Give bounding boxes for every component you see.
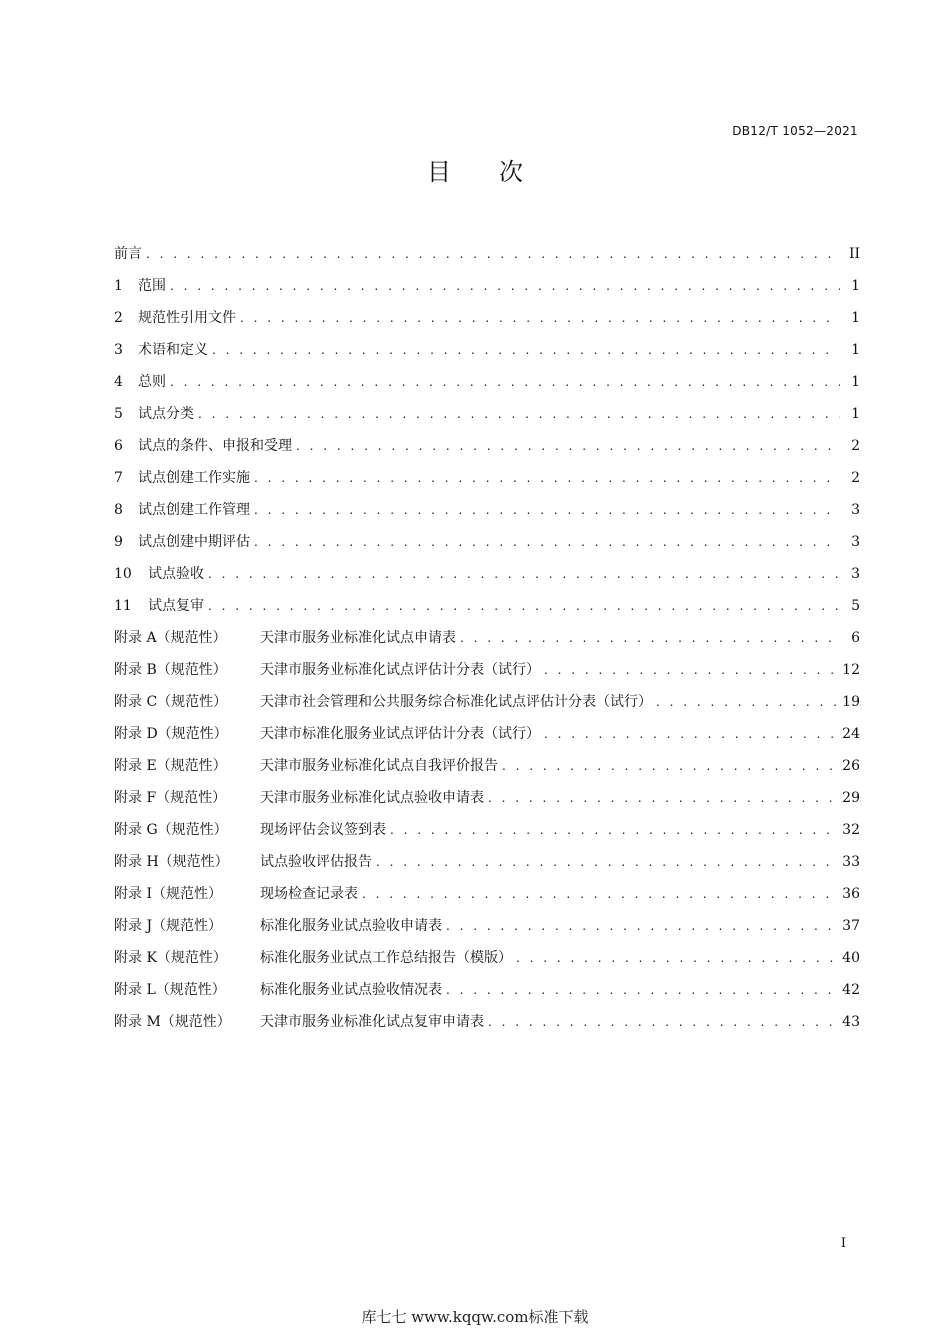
toc-entry-page: 33 <box>842 854 860 870</box>
toc-annex-id: 附录 G（规范性） <box>114 822 228 838</box>
toc-annex-l[interactable] <box>114 974 860 1006</box>
toc-entry-page: 19 <box>842 694 860 710</box>
toc-annex-f[interactable] <box>114 782 860 814</box>
toc-entry-page: 37 <box>842 918 860 934</box>
toc-annex-id: 附录 H（规范性） <box>114 854 229 870</box>
toc-entry-page: 12 <box>842 662 860 678</box>
toc-entry-page: 24 <box>842 726 860 742</box>
toc-leader-dots <box>240 302 840 334</box>
toc-annex-id: 附录 M（规范性） <box>114 1014 231 1030</box>
toc-entry-foreword[interactable] <box>114 238 860 270</box>
toc-entry-page: 26 <box>842 758 860 774</box>
toc-leader-dots <box>208 590 840 622</box>
toc-entry-5[interactable] <box>114 398 860 430</box>
toc-entry-page: 6 <box>851 630 860 646</box>
toc-annex-id: 附录 C（规范性） <box>114 694 228 710</box>
toc-entry-label: 试点创建中期评估 <box>138 534 250 550</box>
toc-entry-page: 2 <box>851 470 860 486</box>
toc-leader-dots <box>146 238 840 270</box>
toc-annex-id: 附录 I（规范性） <box>114 886 222 902</box>
toc-entry-11[interactable] <box>114 590 860 622</box>
page-title-char-1: 目 <box>427 158 451 186</box>
toc-leader-dots <box>502 750 836 782</box>
toc-annex-id: 附录 J（规范性） <box>114 918 223 934</box>
page-number: I <box>840 1236 846 1251</box>
toc-entry-7[interactable] <box>114 462 860 494</box>
toc-entry-label: 标准化服务业试点验收情况表 <box>260 982 442 998</box>
toc-leader-dots <box>446 974 836 1006</box>
toc-leader-dots <box>362 878 836 910</box>
toc-entry-label: 天津市服务业标准化试点评估计分表（试行） <box>260 662 540 678</box>
toc-annex-id: 附录 A（规范性） <box>114 630 227 646</box>
toc-leader-dots <box>376 846 836 878</box>
toc-annex-id: 附录 K（规范性） <box>114 950 227 966</box>
toc-entry-page: 1 <box>851 374 860 390</box>
toc-entry-label: 试点验收 <box>148 566 204 582</box>
toc-entry-number: 5 <box>114 406 123 422</box>
toc-entry-page: 36 <box>842 886 860 902</box>
toc-annex-c[interactable] <box>114 686 860 718</box>
toc-entry-page: 3 <box>851 502 860 518</box>
toc-entry-page: 1 <box>851 278 860 294</box>
toc-annex-id: 附录 D（规范性） <box>114 726 228 742</box>
toc-entry-number: 8 <box>114 502 123 518</box>
toc-entry-label: 试点的条件、申报和受理 <box>138 438 292 454</box>
toc-entry-label: 现场评估会议签到表 <box>260 822 386 838</box>
toc-entry-number: 3 <box>114 342 123 358</box>
toc-entry-label: 规范性引用文件 <box>138 310 236 326</box>
toc-entry-1[interactable] <box>114 270 860 302</box>
toc-entry-page: 5 <box>851 598 860 614</box>
toc-leader-dots <box>208 558 840 590</box>
toc-entry-page: II <box>848 246 860 262</box>
toc-annex-i[interactable] <box>114 878 860 910</box>
toc-entry-6[interactable] <box>114 430 860 462</box>
toc-entry-label: 总则 <box>138 374 166 390</box>
toc-entry-label: 试点创建工作管理 <box>138 502 250 518</box>
toc-annex-g[interactable] <box>114 814 860 846</box>
toc-entry-page: 3 <box>851 534 860 550</box>
toc-leader-dots <box>254 494 840 526</box>
toc-leader-dots <box>446 910 836 942</box>
toc-leader-dots <box>460 622 840 654</box>
toc-entry-label: 试点验收评估报告 <box>260 854 372 870</box>
toc-entry-label: 标准化服务业试点验收申请表 <box>260 918 442 934</box>
toc-leader-dots <box>516 942 836 974</box>
toc-entry-number: 4 <box>114 374 123 390</box>
toc-entry-page: 42 <box>842 982 860 998</box>
toc-leader-dots <box>212 334 840 366</box>
toc-entry-number: 10 <box>114 566 132 582</box>
toc-entry-10[interactable] <box>114 558 860 590</box>
page-title <box>0 152 950 187</box>
toc-entry-page: 32 <box>842 822 860 838</box>
watermark-text: 库七七 www.kqqw.com标准下载 <box>361 1308 589 1326</box>
toc-entry-number: 7 <box>114 470 123 486</box>
toc-entry-3[interactable] <box>114 334 860 366</box>
toc-entry-label: 天津市服务业标准化试点自我评价报告 <box>260 758 498 774</box>
toc-leader-dots <box>254 462 840 494</box>
toc-annex-m[interactable] <box>114 1006 860 1038</box>
toc-leader-dots <box>390 814 836 846</box>
toc-entry-page: 29 <box>842 790 860 806</box>
toc-leader-dots <box>170 366 840 398</box>
toc-entry-number: 9 <box>114 534 123 550</box>
toc-entry-4[interactable] <box>114 366 860 398</box>
toc-entry-8[interactable] <box>114 494 860 526</box>
toc-leader-dots <box>254 526 840 558</box>
toc-entry-label: 标准化服务业试点工作总结报告（模版） <box>260 950 512 966</box>
toc-entry-label: 天津市服务业标准化试点申请表 <box>260 630 456 646</box>
toc-entry-2[interactable] <box>114 302 860 334</box>
toc-entry-page: 2 <box>851 438 860 454</box>
toc-entry-page: 3 <box>851 566 860 582</box>
toc-entry-label: 试点复审 <box>148 598 204 614</box>
toc-leader-dots <box>656 686 836 718</box>
toc-entry-label: 术语和定义 <box>138 342 208 358</box>
toc-entry-label: 范围 <box>138 278 166 294</box>
toc-annex-e[interactable] <box>114 750 860 782</box>
toc-leader-dots <box>198 398 840 430</box>
toc-annex-a[interactable] <box>114 622 860 654</box>
toc-entry-page: 1 <box>851 310 860 326</box>
toc-entry-9[interactable] <box>114 526 860 558</box>
toc-entry-page: 1 <box>851 406 860 422</box>
toc-entry-page: 1 <box>851 342 860 358</box>
toc-annex-id: 附录 F（规范性） <box>114 790 227 806</box>
toc-leader-dots <box>488 782 836 814</box>
toc-annex-id: 附录 E（规范性） <box>114 758 227 774</box>
toc-entry-label: 天津市标准化服务业试点评估计分表（试行） <box>260 726 540 742</box>
toc-annex-id: 附录 B（规范性） <box>114 662 227 678</box>
toc-leader-dots <box>544 654 836 686</box>
toc-entry-number: 6 <box>114 438 123 454</box>
toc-entry-label: 现场检查记录表 <box>260 886 358 902</box>
toc-annex-h[interactable] <box>114 846 860 878</box>
toc-leader-dots <box>488 1006 836 1038</box>
toc-entry-label: 天津市服务业标准化试点验收申请表 <box>260 790 484 806</box>
document-code: DB12/T 1052—2021 <box>732 124 858 138</box>
toc-annex-k[interactable] <box>114 942 860 974</box>
toc-annex-b[interactable] <box>114 654 860 686</box>
toc-entry-number: 11 <box>114 598 132 614</box>
toc-leader-dots <box>296 430 840 462</box>
toc-leader-dots <box>170 270 840 302</box>
page-title-char-2: 次 <box>499 158 523 186</box>
toc-leader-dots <box>544 718 836 750</box>
toc-entry-page: 40 <box>842 950 860 966</box>
toc-annex-id: 附录 L（规范性） <box>114 982 226 998</box>
toc-entry-label: 天津市服务业标准化试点复审申请表 <box>260 1014 484 1030</box>
toc-entry-label: 天津市社会管理和公共服务综合标准化试点评估计分表（试行） <box>260 694 652 710</box>
toc-annex-d[interactable] <box>114 718 860 750</box>
toc-entry-number: 1 <box>114 278 123 294</box>
toc-entry-number: 2 <box>114 310 123 326</box>
toc-entry-page: 43 <box>842 1014 860 1030</box>
toc-annex-j[interactable] <box>114 910 860 942</box>
toc-entry-label: 前言 <box>114 246 142 262</box>
toc-entry-label: 试点分类 <box>138 406 194 422</box>
table-of-contents <box>114 238 860 1038</box>
toc-entry-label: 试点创建工作实施 <box>138 470 250 486</box>
